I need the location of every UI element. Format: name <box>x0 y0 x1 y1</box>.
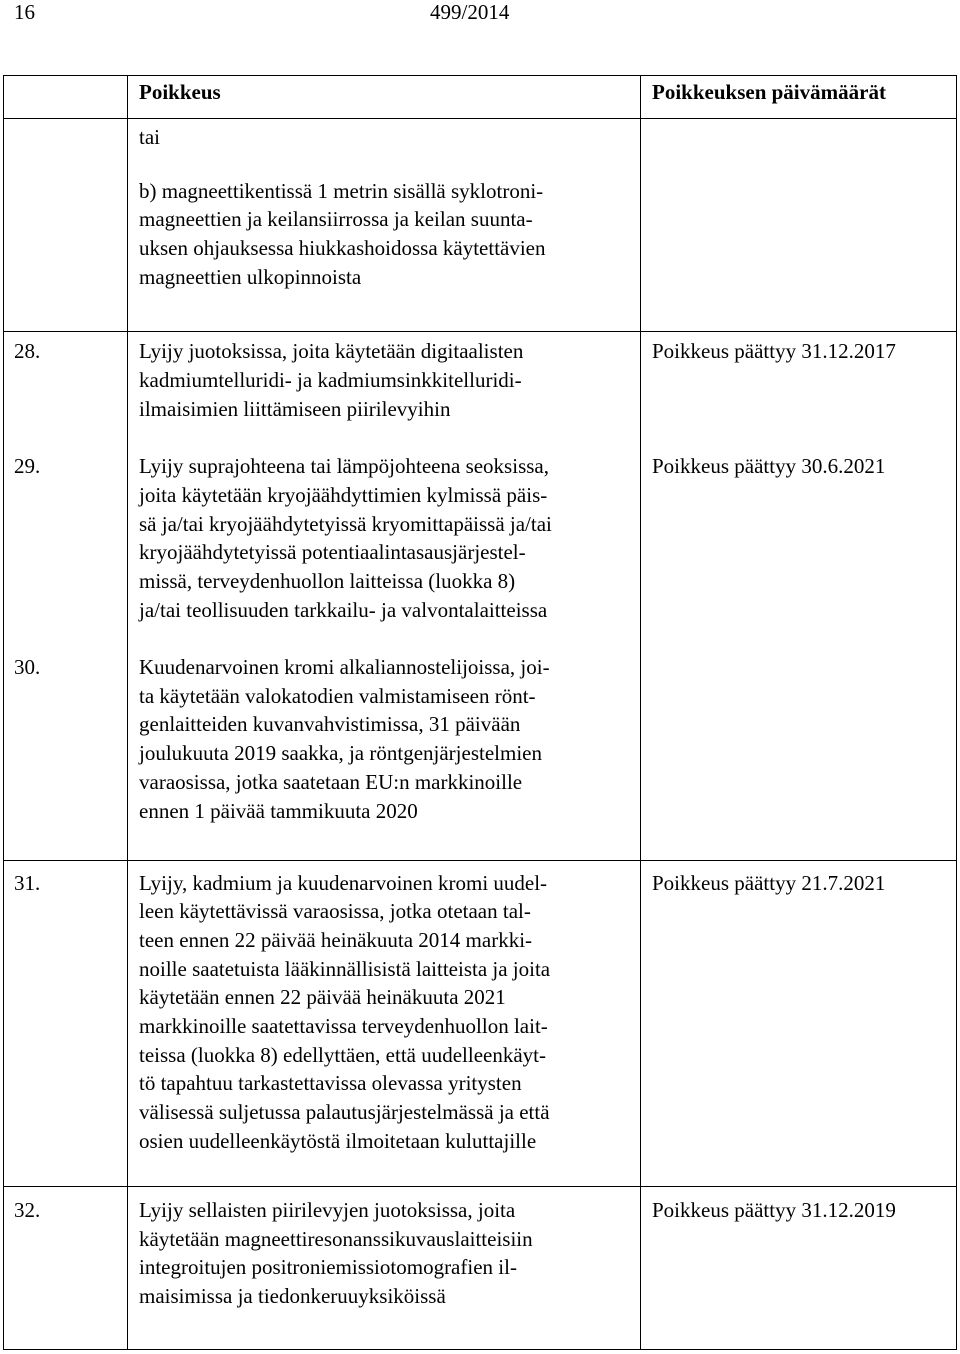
row-text-line: ta käytetään valokatodien valmistamiseen rönt- <box>139 684 536 708</box>
row-text-line: noille saatetuista lääkinnällisistä laitteista ja joita <box>139 957 551 981</box>
page-header <box>0 0 960 40</box>
row-divider <box>4 1186 956 1187</box>
column-divider <box>640 76 641 1349</box>
row-text-line: genlaitteiden kuvanvahvistimissa, 31 päivään <box>139 712 521 736</box>
column-header-exception: Poikkeus <box>139 80 221 104</box>
page-number: 16 <box>14 0 35 24</box>
row-text-line: integroitujen positroniemissiotomografien il- <box>139 1255 517 1279</box>
row-text-line: magneettien ulkopinnoista <box>139 265 362 289</box>
row-text-line: Kuudenarvoinen kromi alkaliannostelijoissa, joi- <box>139 655 550 679</box>
row-end-date: Poikkeus päättyy 31.12.2017 <box>652 339 896 363</box>
row-end-date: Poikkeus päättyy 21.7.2021 <box>652 871 886 895</box>
row-text-line: b) magneettikentissä 1 metrin sisällä syklotroni- <box>139 179 544 203</box>
row-text-line: Lyijy sellaisten piirilevyjen juotoksissa, joita <box>139 1198 516 1222</box>
row-end-date: Poikkeus päättyy 31.12.2019 <box>652 1198 896 1222</box>
row-text-line: leen käytettävissä varaosissa, jotka otetaan tal- <box>139 899 531 923</box>
row-text-line: ilmaisimien liittämiseen piirilevyihin <box>139 397 451 421</box>
row-text-line: kryojäähdytetyissä potentiaalintasausjärjestel- <box>139 540 526 564</box>
row-text-line: ja/tai teollisuuden tarkkailu- ja valvontalaitteissa <box>139 598 548 622</box>
row-text-line: sä ja/tai kryojäähdytetyissä kryomittapäissä ja/tai <box>139 512 552 536</box>
row-text-line: kadmiumtelluridi- ja kadmiumsinkkitelluridi- <box>139 368 522 392</box>
row-text-line: Lyijy, kadmium ja kuudenarvoinen kromi uudel- <box>139 871 548 895</box>
row-text-line: välisessä suljetussa palautusjärjestelmässä ja että <box>139 1100 550 1124</box>
row-text-line: uksen ohjauksessa hiukkashoidossa käytettävien <box>139 236 546 260</box>
row-text-line: osien uudelleenkäytöstä ilmoitetaan kuluttajille <box>139 1129 537 1153</box>
row-end-date: Poikkeus päättyy 30.6.2021 <box>652 454 886 478</box>
column-divider <box>127 76 128 1349</box>
row-text-line: maisimissa ja tiedonkeruuyksiköissä <box>139 1284 446 1308</box>
row-text-line: tai <box>139 125 160 149</box>
row-text-line: teen ennen 22 päivää heinäkuuta 2014 markki- <box>139 928 533 952</box>
row-text-line: magneettien ja keilansiirrossa ja keilan suunta- <box>139 207 533 231</box>
row-number: 29. <box>14 454 41 478</box>
row-divider <box>4 860 956 861</box>
row-number: 30. <box>14 655 41 679</box>
row-text-line: joita käytetään kryojäähdyttimien kylmissä päis- <box>139 483 548 507</box>
row-number: 28. <box>14 339 41 363</box>
row-text-line: Lyijy suprajohteena tai lämpöjohteena seoksissa, <box>139 454 549 478</box>
row-text-line: joulukuuta 2019 saakka, ja röntgenjärjestelmien <box>139 741 542 765</box>
row-number: 32. <box>14 1198 41 1222</box>
exceptions-table <box>3 75 957 1350</box>
header-divider <box>4 118 956 119</box>
row-divider <box>4 331 956 332</box>
row-text-line: missä, terveydenhuollon laitteissa (luokka 8) <box>139 569 516 593</box>
document-reference: 499/2014 <box>430 0 510 24</box>
row-text-line: tö tapahtuu tarkastettavissa olevassa yritysten <box>139 1071 522 1095</box>
row-text-line: käytetään ennen 22 päivää heinäkuuta 2021 <box>139 985 506 1009</box>
row-text-line: teissa (luokka 8) edellyttäen, että uudelleenkäyt- <box>139 1043 547 1067</box>
row-text-line: Lyijy juotoksissa, joita käytetään digitaalisten <box>139 339 524 363</box>
row-text-line: käytetään magneettiresonanssikuvauslaitteisiin <box>139 1227 533 1251</box>
row-text-line: markkinoille saatettavissa terveydenhuollon lait- <box>139 1014 548 1038</box>
row-text-line: ennen 1 päivää tammikuuta 2020 <box>139 799 418 823</box>
row-number: 31. <box>14 871 41 895</box>
row-text-line: varaosissa, jotka saatetaan EU:n markkinoille <box>139 770 523 794</box>
column-header-dates: Poikkeuksen päivämäärät <box>652 80 886 104</box>
